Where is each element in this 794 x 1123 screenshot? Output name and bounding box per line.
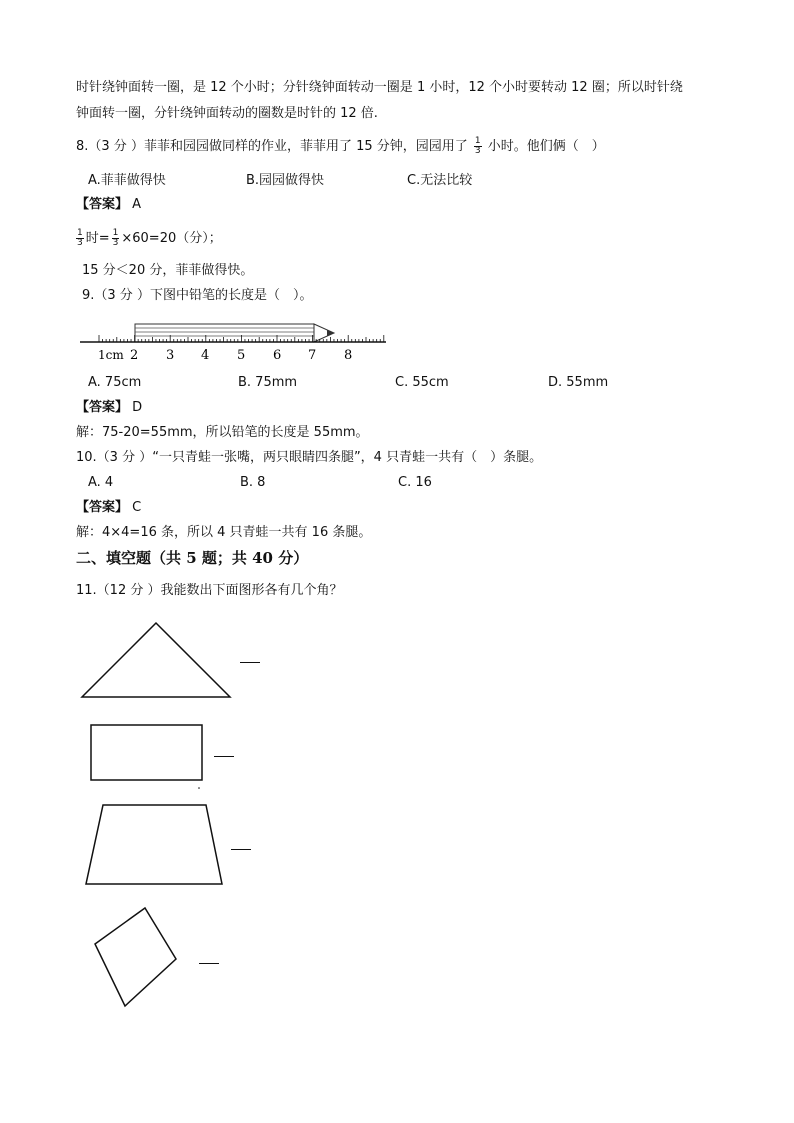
q10-answer-value: C: [132, 500, 142, 515]
q8-answer-label: 【答案】: [76, 197, 129, 212]
q8-sol-mid: 时=: [85, 231, 110, 246]
q8-option-a: A.菲菲做得快: [88, 173, 166, 188]
q8-option-b: B.园园做得快: [246, 173, 325, 188]
q8-solution-2: 15 分＜20 分，菲菲做得快。: [82, 263, 254, 278]
section-2-title: 二、填空题（共 5 题；共 40 分）: [76, 549, 309, 567]
ruler-pencil-figure: [78, 318, 398, 368]
q8-sol-fraction-2-den: 3: [112, 238, 119, 248]
q8-sol-fraction-2: [112, 229, 120, 248]
rectangle-answer-blank[interactable]: [214, 756, 234, 757]
ruler-label-1cm: 1cm: [98, 348, 124, 362]
trapezoid-shape: [84, 802, 229, 892]
q9-answer: [76, 399, 142, 417]
ruler-label-5: 5: [237, 348, 246, 363]
q8-fraction: [474, 137, 482, 156]
ruler-label-6: 6: [273, 348, 282, 363]
q8-sol-fraction-1-den: 3: [77, 238, 83, 248]
q9-stem: 9.（3 分 ）下图中铅笔的长度是（ ）。: [82, 288, 313, 303]
triangle-answer-blank[interactable]: [240, 662, 260, 663]
q10-answer: [76, 499, 141, 517]
rectangle-shape: [88, 722, 208, 792]
ruler-label-3: 3: [166, 348, 175, 363]
q9-solution: 解：75-20=55mm，所以铅笔的长度是 55mm。: [76, 425, 369, 440]
intro-line-2: 钟面转一圈，分针绕钟面转动的圈数是时针的 12 倍.: [76, 106, 378, 121]
q8-fraction-denominator: 3: [474, 146, 481, 156]
ruler-label-7: 7: [308, 348, 317, 363]
q9-answer-label: 【答案】: [76, 400, 129, 415]
q8-option-c: C.无法比较: [407, 173, 473, 188]
q9-option-b: B. 75mm: [238, 375, 298, 390]
q8-sol-fraction-1-num: 1: [77, 228, 83, 238]
intro-line-1: 时针绕钟面转一圈，是 12 个小时；分针绕钟面转动一圈是 1 小时，12 个小时要转动 12 圈；所以时针绕: [76, 80, 683, 95]
q10-answer-label: 【答案】: [76, 500, 129, 515]
q9-option-a: A. 75cm: [88, 375, 142, 390]
q9-option-d: D. 55mm: [548, 375, 609, 390]
q11-stem: 11.（12 分 ）我能数出下面图形各有几个角？: [76, 583, 343, 598]
q10-option-b: B. 8: [240, 475, 266, 490]
rhombus-answer-blank[interactable]: [199, 963, 219, 964]
q8-stem-suffix: 小时。他们俩（ ）: [487, 139, 605, 154]
q8-answer: [76, 196, 141, 214]
ruler-label-2: 2: [130, 348, 139, 363]
q10-solution: 解：4×4=16 条，所以 4 只青蛙一共有 16 条腿。: [76, 525, 372, 540]
triangle-shape: [80, 620, 240, 700]
rhombus-shape: [92, 906, 182, 1011]
q8-sol-rest: ×60=20（分）；: [121, 231, 222, 246]
q10-stem: 10.（3 分 ）“一只青蛙一张嘴，两只眼睛四条腿”，4 只青蛙一共有（ ）条腿。: [76, 450, 543, 465]
q10-option-a: A. 4: [88, 475, 114, 490]
q8-stem: [76, 137, 605, 156]
q9-answer-value: D: [132, 400, 143, 415]
q10-option-c: C. 16: [398, 475, 432, 490]
q8-solution-1: [74, 229, 222, 248]
q8-stem-prefix: 8.（3 分 ）菲菲和园园做同样的作业，菲菲用了 15 分钟，园园用了: [76, 139, 468, 154]
q8-sol-fraction-1: [76, 229, 84, 248]
ruler-label-4: 4: [201, 348, 210, 363]
q9-option-c: C. 55cm: [395, 375, 449, 390]
ruler-label-8: 8: [344, 348, 353, 363]
q8-answer-value: A: [132, 197, 142, 212]
q8-fraction-numerator: 1: [474, 136, 481, 146]
q8-sol-fraction-2-num: 1: [112, 228, 119, 238]
trapezoid-answer-blank[interactable]: [231, 849, 251, 850]
